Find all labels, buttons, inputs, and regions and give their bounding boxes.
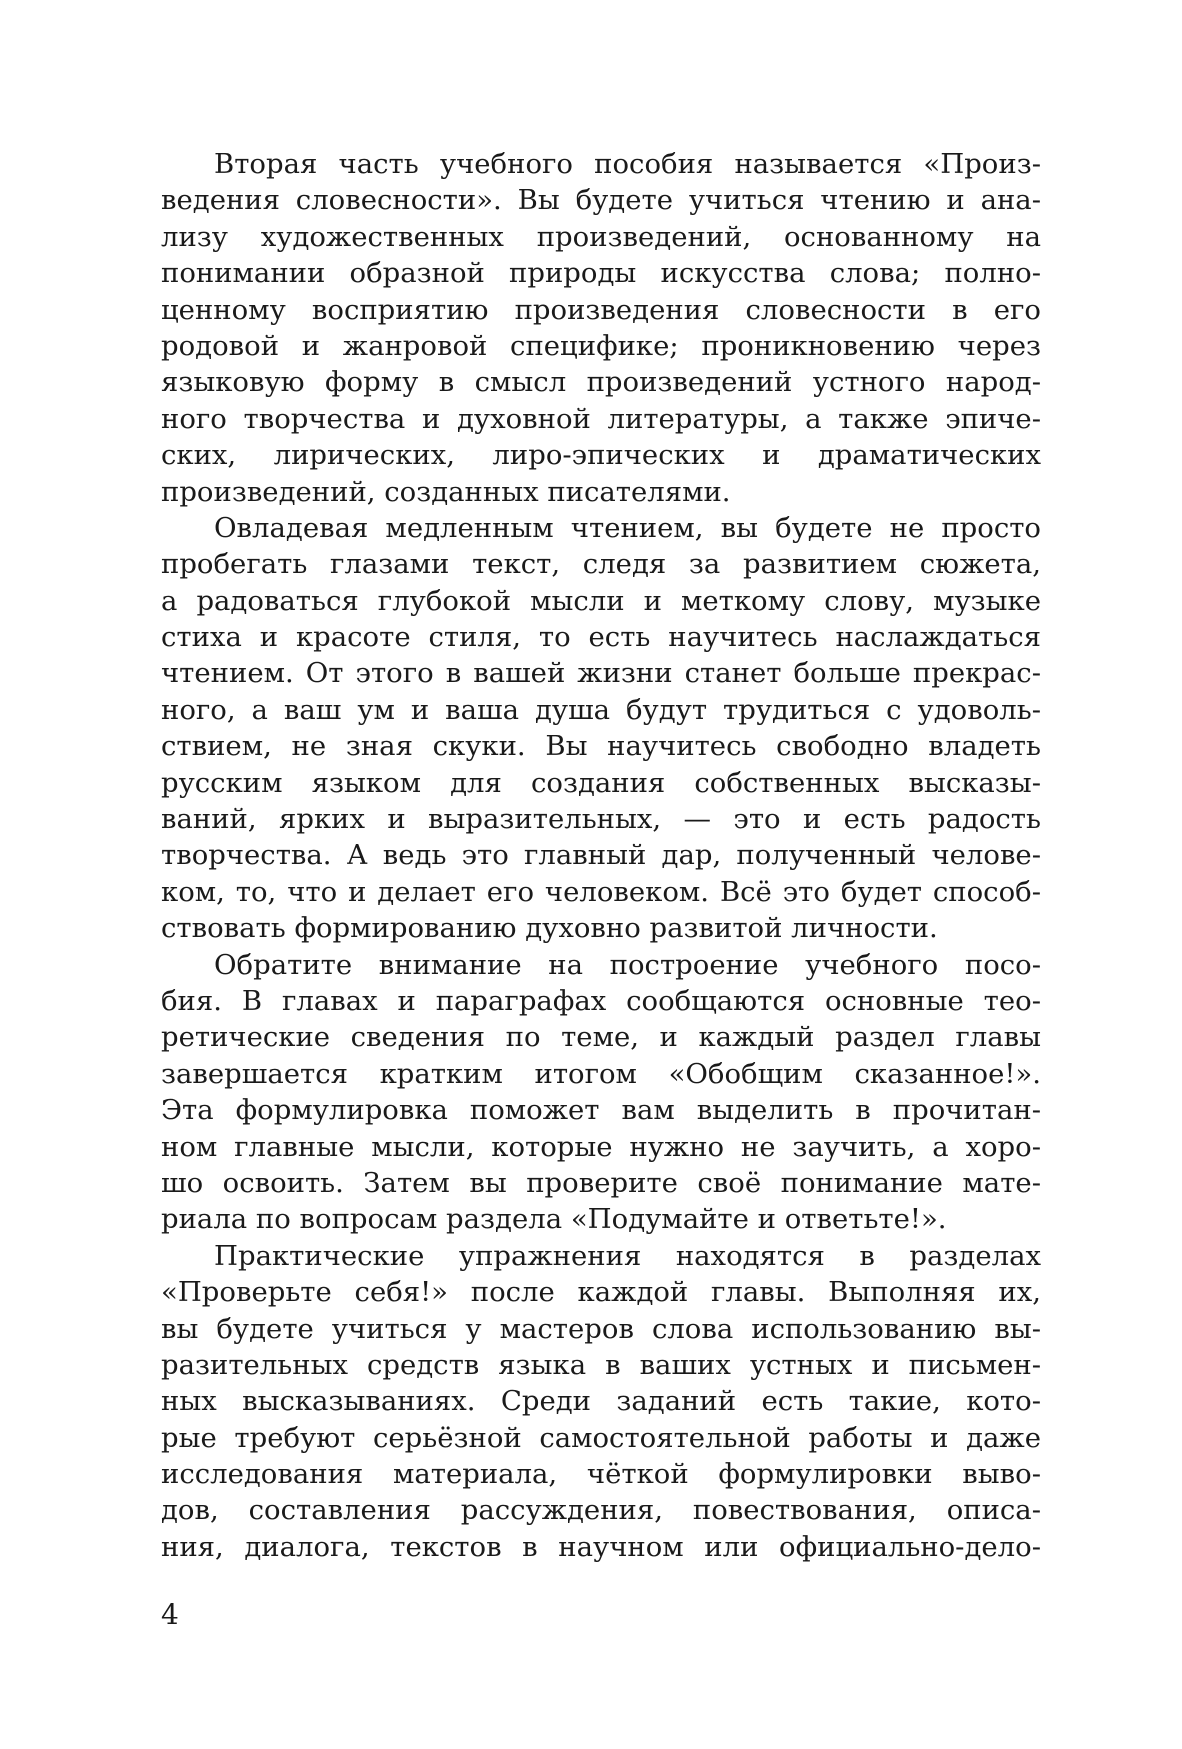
text-line: ских, лирических, лиро-эпических и драматических [161,439,1041,472]
paragraph-1 [161,146,1041,510]
text-line: стиха и красоте стиля, то есть научитесь наслаждаться [161,621,1041,654]
text-line: шо освоить. Затем вы проверите своё понимание мате- [161,1166,1041,1199]
text-line: исследования материала, чёткой формулировки выво- [161,1458,1041,1491]
text-line: русским языком для создания собственных высказы- [161,766,1041,799]
text-line: «Проверьте себя!» после каждой главы. Выполняя их, [161,1276,1041,1309]
text-line: ведения словесности». Вы будете учиться чтению и ана- [161,184,1041,217]
paragraph-2 [161,510,1041,947]
text-line: чтением. От этого в вашей жизни станет больше прекрас- [161,657,1041,690]
text-line: ном главные мысли, которые нужно не заучить, а хоро- [161,1130,1041,1163]
text-line: разительных средств языка в ваших устных и письмен- [161,1348,1041,1381]
text-line: а радоваться глубокой мысли и меткому слову, музыке [161,584,1041,617]
paragraph-3 [161,947,1041,1238]
text-line: завершается кратким итогом «Обобщим сказанное!». [161,1057,1041,1090]
text-line: дов, составления рассуждения, повествования, описа- [161,1494,1041,1527]
text-line: ния, диалога, текстов в научном или официально-дело- [161,1530,1041,1563]
text-line: ком, то, что и делает его человеком. Всё это будет способ- [161,875,1041,908]
text-line: Вторая часть учебного пособия называется «Произ- [214,148,1041,180]
text-line: Овладевая медленным чтением, вы будете не просто [214,511,1041,544]
text-line: ретические сведения по теме, и каждый раздел главы [161,1021,1041,1054]
text-line: вы будете учиться у мастеров слова использованию вы- [161,1312,1041,1345]
text-line: ствием, не зная скуки. Вы научитесь свободно владеть [161,730,1041,763]
text-line: родовой и жанровой специфике; проникновению через [161,329,1041,362]
page-number: 4 [161,1598,179,1631]
text-line: ных высказываниях. Среди заданий есть такие, кото- [161,1385,1041,1418]
text-line: ного творчества и духовной литературы, а также эпиче- [161,402,1041,435]
text-line: рые требуют серьёзной самостоятельной работы и даже [161,1421,1041,1454]
text-line: языковую форму в смысл произведений устного народ- [161,366,1041,399]
text-line: ваний, ярких и выразительных, — это и есть радость [161,803,1041,836]
text-line: творчества. А ведь это главный дар, полученный челове- [161,839,1041,872]
text-line: ценному восприятию произведения словесности в его [161,293,1041,326]
text-line: ного, а ваш ум и ваша душа будут трудиться с удоволь- [161,693,1041,726]
text-line: произведений, созданных писателями. [161,475,731,508]
page-body [161,146,1041,1565]
text-line: бия. В главах и параграфах сообщаются основные тео- [161,984,1041,1017]
text-line: риала по вопросам раздела «Подумайте и ответьте!». [161,1203,947,1236]
text-line: Обратите внимание на построение учебного посо- [214,948,1041,981]
text-line: ствовать формированию духовно развитой личности. [161,912,938,945]
text-line: лизу художественных произведений, основанному на [161,220,1041,253]
text-line: пробегать глазами текст, следя за развитием сюжета, [161,548,1041,581]
paragraph-4 [161,1238,1041,1566]
text-line: Эта формулировка поможет вам выделить в прочитан- [161,1094,1041,1127]
text-line: понимании образной природы искусства слова; полно- [161,257,1041,290]
text-line: Практические упражнения находятся в разделах [214,1239,1041,1272]
